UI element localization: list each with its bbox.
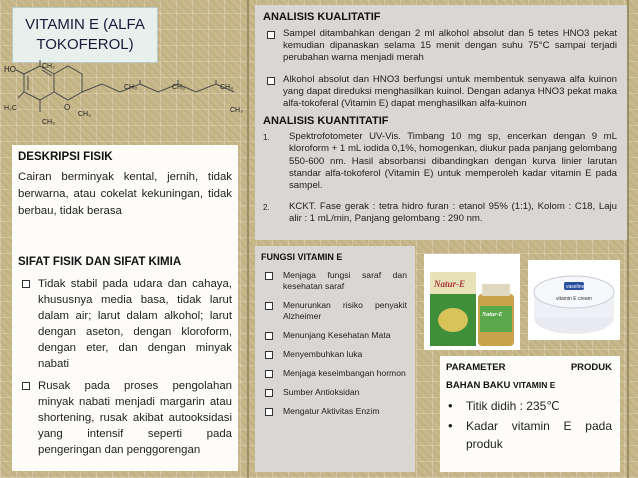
vaseline-brand: vaseline: [566, 284, 585, 290]
kuantitatif-item: 1. Spektrofotometer UV-Vis. Timbang 10 mg sp, encerkan dengan 9 mL kloroform + 1 mL iodida 0,1%, homogenkan, diukur pada panjang gelombang 550-600 nm. Hasil absorbansi dibandingkan dengan kurva linier larutan standar alfa-tokoferol (Vitamin E) untuk memperoleh kadar vitamin E pada sampel.: [263, 131, 617, 192]
parameter-subheading: BAHAN BAKU VITAMIN E: [446, 380, 556, 391]
fungsi-panel: [255, 246, 415, 472]
deskripsi-heading: DESKRIPSI FISIK: [18, 151, 113, 163]
parameter-panel: [440, 356, 620, 472]
natur-e-bottle-brand: Natur-E: [482, 312, 503, 318]
fungsi-list: [261, 270, 407, 417]
phytyl-chain: [82, 84, 234, 92]
analysis-panel: [255, 5, 627, 240]
page-title: VITAMIN E (ALFA TOKOFEROL): [12, 7, 158, 63]
structure-h3c: H₃C: [4, 105, 17, 112]
parameter-item: • Titik didih : 235℃: [446, 397, 612, 415]
structure-ch3-bottom: CH₃: [42, 119, 55, 126]
fungsi-heading: FUNGSI VITAMIN E: [261, 252, 343, 262]
parameter-list: [446, 397, 612, 453]
left-content-panel: [12, 145, 238, 471]
kualitatif-list: [263, 28, 617, 110]
parameter-heading-a: PARAMETER: [446, 362, 506, 373]
deskripsi-text: Cairan berminyak kental, jernih, tidak berwarna, atau cokelat kekuningan, tidak berbau, tidak berasa: [18, 171, 232, 217]
parameter-heading-b: PRODUK: [570, 362, 612, 373]
structure-ho: HO: [4, 65, 16, 74]
sifat-item: Rusak pada proses pengolahan minyak nabati menjadi margarin atau shortening, rusak akibat autooksidasi yang intensif seperti pada pengeringan dan penggorengan: [18, 378, 232, 458]
vaseline-jar-lid: [534, 276, 614, 308]
sifat-heading: SIFAT FISIK DAN SIFAT KIMIA: [18, 256, 182, 268]
structure-ch3-b: CH₃: [172, 84, 185, 91]
kualitatif-item: Alkohol absolut dan HNO3 berfungsi untuk membentuk senyawa alfa kuinon yang dapat direduksi menghasilkan kuinol. Dengan adanya HNO3 pekat maka alfa-tokoferal (Vitamin E) dapat menghasilkan alfa-kuinon: [263, 74, 617, 111]
fungsi-item: Menyembuhkan luka: [261, 349, 407, 360]
structure-ch3-o: CH₃: [78, 111, 91, 118]
fungsi-item: Sumber Antioksidan: [261, 387, 407, 398]
structure-ch3-a: CH₃: [124, 84, 137, 91]
structure-ch3-top: CH₃: [42, 63, 55, 70]
fungsi-item: Menurunkan risiko penyakit Alzheimer: [261, 300, 407, 322]
kuantitatif-heading: ANALISIS KUANTITATIF: [263, 115, 389, 128]
fungsi-item: Menjaga keseimbangan hormon: [261, 368, 407, 379]
structure-ch3-end: CH₃: [230, 107, 243, 114]
parameter-heading: [446, 362, 612, 373]
sifat-list: [18, 276, 232, 458]
fungsi-item: Menjaga fungsi saraf dan kesehatan saraf: [261, 270, 407, 292]
column-divider-right: [627, 0, 629, 478]
fungsi-item: Menunjang Kesehatan Mata: [261, 330, 407, 341]
kualitatif-heading: ANALISIS KUALITATIF: [263, 11, 381, 23]
vaseline-label: vitamin E cream: [556, 296, 592, 302]
pyran-ring: [54, 66, 82, 100]
natur-e-box-brand: Natur-E: [434, 279, 466, 289]
parameter-item: • Kadar vitamin E pada produk: [446, 417, 612, 453]
structure-ch3-c: CH₃: [220, 84, 233, 91]
fungsi-item: Mengatur Aktivitas Enzim: [261, 406, 407, 417]
vaseline-jar-image: [528, 260, 620, 340]
structure-o: O: [64, 103, 71, 112]
kuantitatif-item: 2. KCKT. Fase gerak : tetra hidro furan : etanol 95% (1:1), Kolom : C18, Laju alir : 1 mL/min, Panjang gelombang : 290 nm.: [263, 201, 617, 225]
sifat-item: Tidak stabil pada udara dan cahaya, khususnya media basa, tidak larut dalam air; larut dalam alkohol; larut dengan aseton, dengan kloroform, dengan eter, dan dengan minyak nabati: [18, 276, 232, 372]
kuantitatif-list: [263, 131, 617, 225]
natur-e-products-image: [424, 254, 520, 350]
tocopherol-structure-diagram: [2, 58, 248, 130]
kualitatif-item: Sampel ditambahkan dengan 2 ml alkohol absolut dan 5 tetes HNO3 pekat kemudian dipanaskan selama 15 menit dengan suhu 75°C sampai terjadi perubahan warna menjadi merah: [263, 28, 617, 65]
